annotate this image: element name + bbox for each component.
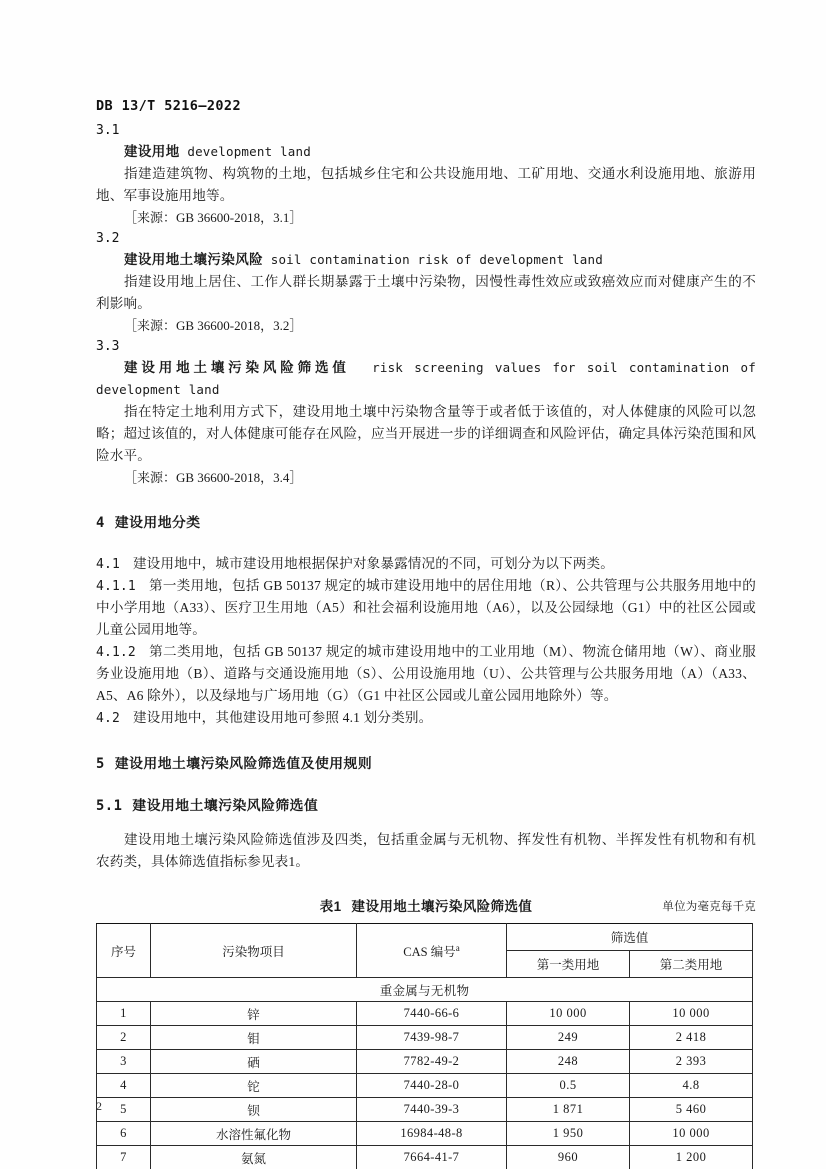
clause-number-3-2: 3.2: [96, 230, 120, 246]
cell-value-type1: 249: [507, 1026, 630, 1050]
cell-value-type1: 248: [507, 1050, 630, 1074]
term-source-3-2: ［来源：GB 36600-2018，3.2］: [124, 317, 303, 333]
th-no: 序号: [97, 924, 151, 978]
cell-no: 1: [97, 1002, 151, 1026]
cell-item: 水溶性氟化物: [151, 1122, 357, 1146]
clause-4-1-1-text: 第一类用地，包括 GB 50137 规定的城市建设用地中的居住用地（R）、公共管理与公共服务用地中的中小学用地（A33）、医疗卫生用地（A5）和社会福利设施用地（A6），以及公园绿地（G1）中的社区公园或儿童公园用地等。: [96, 578, 756, 638]
section-title-5: 建设用地土壤污染风险筛选值及使用规则: [114, 756, 373, 772]
th-screening: 筛选值: [507, 924, 753, 951]
term-heading-3-1: [96, 141, 756, 163]
cell-item: 硒: [151, 1050, 357, 1074]
clause-4-1-2-number: 4.1.2: [96, 645, 136, 661]
cell-cas: 7664-41-7: [357, 1146, 507, 1169]
section-number-4: 4: [96, 514, 105, 531]
clause-4-1-1: [96, 575, 756, 641]
cell-item: 铊: [151, 1074, 357, 1098]
section-heading-4: [96, 512, 756, 534]
cell-cas: 7440-39-3: [357, 1098, 507, 1122]
section-number-5-1: 5.1: [96, 797, 123, 814]
table-unit-note: 单位为毫克每千克: [662, 901, 756, 914]
clause-4-1-2: [96, 641, 756, 707]
cell-cas: 7439-98-7: [357, 1026, 507, 1050]
table-caption-number: 表1: [319, 899, 342, 915]
section-heading-5-1: [96, 795, 756, 817]
term-source-3-1: ［来源：GB 36600-2018，3.1］: [124, 209, 303, 225]
cell-cas: 7782-49-2: [357, 1050, 507, 1074]
term-heading-3-3: [96, 357, 756, 401]
cell-value-type1: 1 871: [507, 1098, 630, 1122]
term-definition-3-3: 指在特定土地利用方式下，建设用地土壤中污染物含量等于或者低于该值的，对人体健康的风险可以忽略；超过该值的，对人体健康可能存在风险，应当开展进一步的详细调查和风险评估，确定具体污染范围和风险水平。: [96, 403, 756, 463]
cell-value-type2: 4.8: [630, 1074, 753, 1098]
cell-no: 7: [97, 1146, 151, 1169]
table-row: [97, 1026, 753, 1050]
cell-value-type2: 10 000: [630, 1122, 753, 1146]
cell-value-type2: 5 460: [630, 1098, 753, 1122]
term-definition-3-2: 指建设用地上居住、工作人群长期暴露于土壤中污染物，因慢性毒性效应或致癌效应而对健康产生的不利影响。: [96, 273, 756, 311]
term-definition-3-1: 指建造建筑物、构筑物的土地，包括城乡住宅和公共设施用地、工矿用地、交通水利设施用地、旅游用地、军事设施用地等。: [96, 165, 756, 203]
term-en-3-1: development land: [187, 144, 311, 160]
cell-value-type2: 10 000: [630, 1002, 753, 1026]
term-cn-3-3: 建设用地土壤污染风险筛选值: [124, 360, 350, 376]
clause-4-2-number: 4.2: [96, 711, 120, 727]
cell-item: 钼: [151, 1026, 357, 1050]
clause-number-3-3: 3.3: [96, 338, 120, 354]
term-en-3-2: soil contamination risk of development land: [270, 252, 603, 268]
th-cas-footnote-marker: a: [455, 942, 460, 953]
term-cn-3-2: 建设用地土壤污染风险: [124, 252, 263, 268]
cell-value-type2: 2 418: [630, 1026, 753, 1050]
table-row: [97, 1074, 753, 1098]
term-source-3-3: ［来源：GB 36600-2018，3.4］: [124, 469, 303, 485]
cell-no: 6: [97, 1122, 151, 1146]
table-row: [97, 1122, 753, 1146]
section-heading-5: [96, 753, 756, 775]
table-body: [97, 978, 753, 1169]
table-caption: [96, 897, 756, 917]
table-header-row-1: [97, 924, 753, 951]
cell-value-type1: 10 000: [507, 1002, 630, 1026]
cell-no: 5: [97, 1098, 151, 1122]
cell-no: 4: [97, 1074, 151, 1098]
clause-4-1: [96, 553, 756, 575]
section-5-1-paragraph: 建设用地土壤污染风险筛选值涉及四类，包括重金属与无机物、挥发性有机物、半挥发性有机物和有机农药类，具体筛选值指标参见表1。: [96, 832, 756, 870]
cell-value-type2: 2 393: [630, 1050, 753, 1074]
th-land-type-1: 第一类用地: [507, 951, 630, 978]
page-number: 2: [96, 1099, 102, 1113]
cell-item: 氨氮: [151, 1146, 357, 1169]
cell-item: 钡: [151, 1098, 357, 1122]
th-land-type-2: 第二类用地: [630, 951, 753, 978]
term-cn-3-1: 建设用地: [124, 144, 180, 160]
cell-value-type1: 960: [507, 1146, 630, 1169]
cell-no: 3: [97, 1050, 151, 1074]
clause-number-3-1: 3.1: [96, 123, 120, 138]
screening-values-table: [96, 923, 753, 1169]
th-item: 污染物项目: [151, 924, 357, 978]
clause-4-2: [96, 707, 756, 729]
clause-4-1-1-number: 4.1.1: [96, 579, 136, 595]
clause-4-2-text: 建设用地中，其他建设用地可参照 4.1 划分类别。: [132, 710, 433, 726]
clause-4-1-number: 4.1: [96, 557, 120, 573]
section-title-4: 建设用地分类: [114, 514, 201, 530]
section-title-5-1: 建设用地土壤污染风险筛选值: [132, 797, 319, 813]
cell-value-type1: 1 950: [507, 1122, 630, 1146]
cell-cas: 16984-48-8: [357, 1122, 507, 1146]
table-group-label: 重金属与无机物: [97, 978, 753, 1002]
table-row: [97, 1050, 753, 1074]
clause-4-1-text: 建设用地中，城市建设用地根据保护对象暴露情况的不同，可划分为以下两类。: [132, 556, 614, 572]
table-group-row: [97, 978, 753, 1002]
cell-cas: 7440-66-6: [357, 1002, 507, 1026]
cell-item: 锌: [151, 1002, 357, 1026]
term-heading-3-2: [96, 249, 756, 271]
section-number-5: 5: [96, 756, 105, 773]
cell-cas: 7440-28-0: [357, 1074, 507, 1098]
table-row: [97, 1002, 753, 1026]
table-row: [97, 1098, 753, 1122]
clause-4-1-2-text: 第二类用地，包括 GB 50137 规定的城市建设用地中的工业用地（M）、物流仓储用地（W）、商业服务业设施用地（B）、道路与交通设施用地（S）、公用设施用地（U）、公共管理与公共服务用地（A）（A33、A5、A6 除外），以及绿地与广场用地（G）（G1 中社区公园或儿童公园用地除外）等。: [96, 644, 756, 704]
cell-value-type2: 1 200: [630, 1146, 753, 1169]
th-cas: CAS 编号$^a$: [357, 924, 507, 978]
cell-value-type1: 0.5: [507, 1074, 630, 1098]
running-head: DB 13/T 5216—2022: [96, 98, 241, 114]
cell-no: 2: [97, 1026, 151, 1050]
table-caption-title: 建设用地土壤污染风险筛选值: [351, 899, 533, 915]
term-en-3-3: risk screening values for soil contamination of development land: [96, 360, 757, 397]
document-body: [96, 120, 756, 1169]
table-row: [97, 1146, 753, 1169]
